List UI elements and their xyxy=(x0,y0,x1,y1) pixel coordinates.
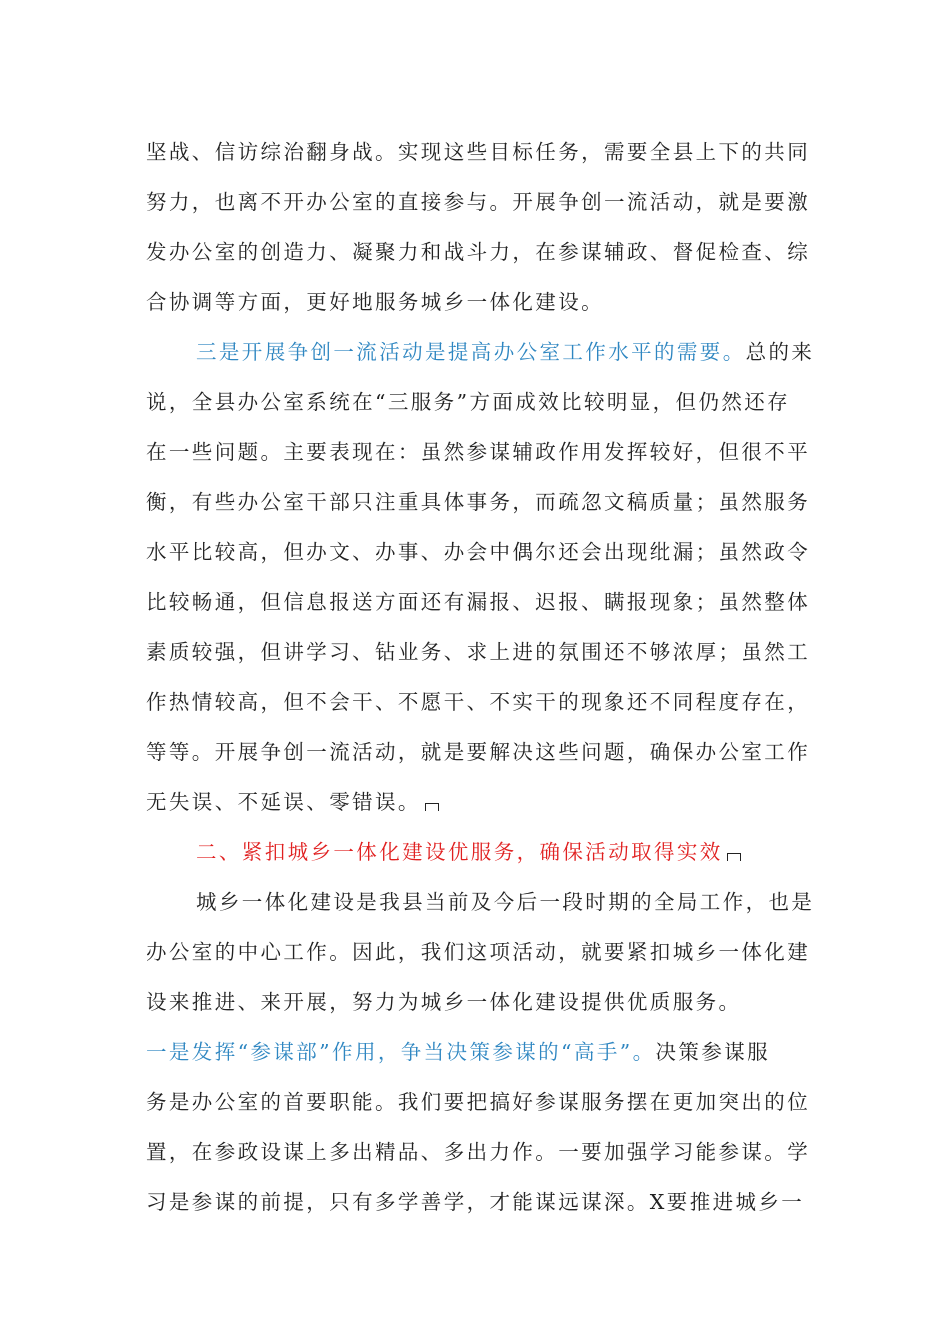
text-segment: 等等。开展争创一流活动，就是要解决这些问题，确保办公室工作 xyxy=(146,740,811,764)
text-segment: 水平比较高，但办文、办事、办会中偶尔还会出现纰漏；虽然政令 xyxy=(146,540,811,564)
text-line xyxy=(146,988,811,1016)
text-line xyxy=(146,138,811,166)
text-line xyxy=(146,588,811,616)
text-segment: 发办公室的创造力、凝聚力和战斗力，在参谋辅政、督促检查、综 xyxy=(146,240,811,264)
text-line xyxy=(146,1138,811,1166)
text-segment: 无失误、不延误、零错误。 xyxy=(146,790,421,814)
text-segment: 素质较强，但讲学习、钻业务、求上进的氛围还不够浓厚；虽然工 xyxy=(146,640,811,664)
text-line xyxy=(196,338,861,366)
text-line xyxy=(146,238,811,266)
text-segment: 在一些问题。主要表现在：虽然参谋辅政作用发挥较好，但很不平 xyxy=(146,440,811,464)
text-segment: 办公室的中心工作。因此，我们这项活动，就要紧扣城乡一体化建 xyxy=(146,940,811,964)
text-segment: 坚战、信访综治翻身战。实现这些目标任务，需要全县上下的共同 xyxy=(146,140,811,164)
text-line xyxy=(146,438,811,466)
text-line xyxy=(196,888,861,916)
text-segment: 比较畅通，但信息报送方面还有漏报、迟报、瞒报现象；虽然整体 xyxy=(146,590,811,614)
text-line xyxy=(146,188,811,216)
text-segment: 三是开展争创一流活动是提高办公室工作水平的需要。 xyxy=(196,340,746,364)
text-line xyxy=(146,688,811,716)
text-segment: 总的来 xyxy=(745,340,815,364)
text-line xyxy=(146,488,811,516)
text-line xyxy=(146,638,811,666)
text-segment: 努力，也离不开办公室的直接参与。开展争创一流活动，就是要激 xyxy=(146,190,811,214)
text-line xyxy=(146,538,811,566)
text-line xyxy=(146,288,811,316)
text-segment: 一是发挥“参谋部”作用，争当决策参谋的“高手”。 xyxy=(146,1040,656,1064)
text-segment: 城乡一体化建设是我县当前及今后一段时期的全局工作，也是 xyxy=(196,890,815,914)
text-line xyxy=(146,938,811,966)
text-segment: 决策参谋服 xyxy=(655,1040,771,1064)
text-line xyxy=(196,838,861,866)
text-segment: 习是参谋的前提，只有多学善学，才能谋远谋深。X要推进城乡一 xyxy=(146,1190,805,1214)
text-line xyxy=(146,788,811,816)
text-segment: 作热情较高，但不会干、不愿干、不实干的现象还不同程度存在， xyxy=(146,690,811,714)
text-line xyxy=(146,1088,811,1116)
text-segment: 设来推进、来开展，努力为城乡一体化建设提供优质服务。 xyxy=(146,990,742,1014)
text-line xyxy=(146,1038,811,1066)
paragraph-mark-icon xyxy=(425,803,439,811)
text-line xyxy=(146,1188,811,1216)
paragraph-mark-icon xyxy=(727,853,741,861)
text-segment: 衡，有些办公室干部只注重具体事务，而疏忽文稿质量；虽然服务 xyxy=(146,490,811,514)
text-segment: 二、紧扣城乡一体化建设优服务，确保活动取得实效 xyxy=(196,840,723,864)
text-segment: 合协调等方面，更好地服务城乡一体化建设。 xyxy=(146,290,604,314)
text-segment: 说，全县办公室系统在“三服务”方面成效比较明显，但仍然还存 xyxy=(146,390,791,414)
text-segment: 置，在参政设谋上多出精品、多出力作。一要加强学习能参谋。学 xyxy=(146,1140,811,1164)
text-segment: 务是办公室的首要职能。我们要把搞好参谋服务摆在更加突出的位 xyxy=(146,1090,811,1114)
text-line xyxy=(146,388,811,416)
text-line xyxy=(146,738,811,766)
